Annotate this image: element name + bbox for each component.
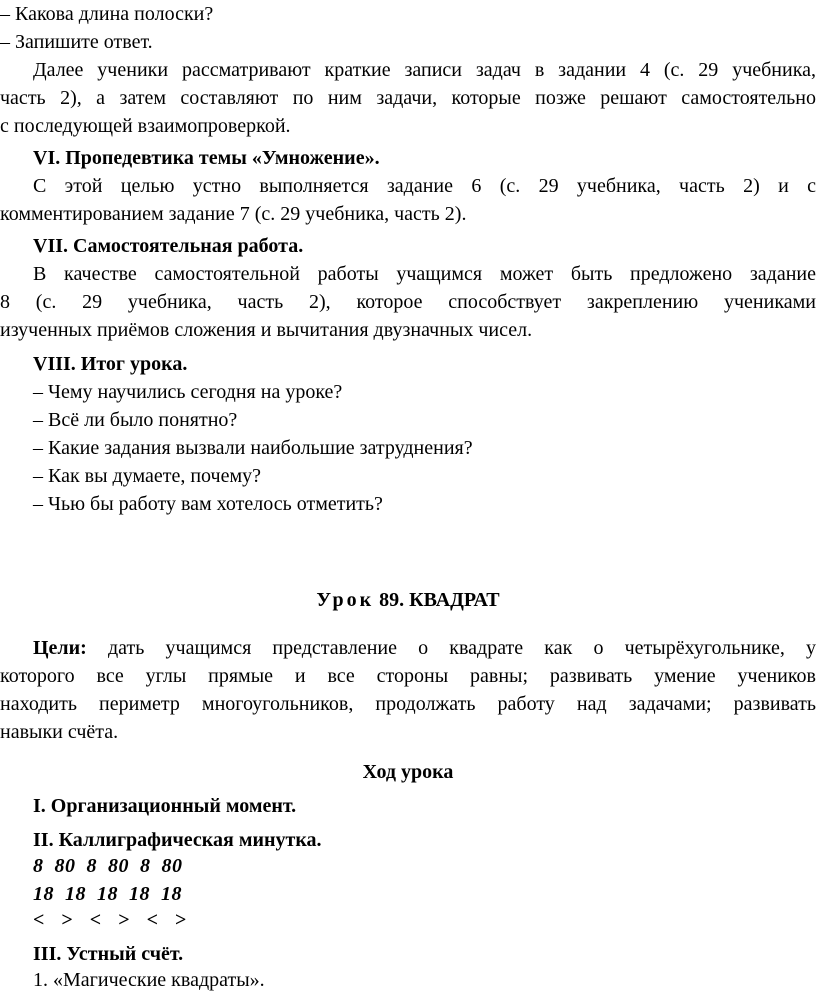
lesson-word: Урок	[316, 589, 375, 611]
lesson-number-title: 89. КВАДРАТ	[379, 589, 500, 611]
section-heading-i: I. Организационный момент.	[33, 795, 297, 817]
paragraph-line: часть 2), а затем составляют по ним задачи, которые позже решают самостоятельно	[0, 87, 816, 109]
paragraph-line: навыки счёта.	[0, 721, 119, 743]
question-item: – Как вы думаете, почему?	[33, 465, 262, 487]
instruction-write-answer: – Запишите ответ.	[0, 31, 153, 53]
goals-label: Цели:	[33, 637, 87, 659]
question-item: – Какие задания вызвали наибольшие затруднения?	[33, 437, 473, 459]
calligraphy-row: 18 18 18 18 18	[33, 883, 182, 905]
goals-text: дать учащимся представление о квадрате как о четырёхугольнике, у	[107, 637, 816, 659]
question-item: – Всё ли было понятно?	[33, 409, 238, 431]
lesson-flow-heading: Ход урока	[362, 761, 454, 783]
question-item: – Чью бы работу вам хотелось отметить?	[33, 493, 383, 515]
paragraph-line: комментированием задание 7 (с. 29 учебника, часть 2).	[0, 203, 467, 225]
paragraph-line: изученных приёмов сложения и вычитания двузначных чисел.	[0, 319, 533, 341]
paragraph-line: С этой целью устно выполняется задание 6 (с. 29 учебника, часть 2) и с	[33, 175, 816, 197]
paragraph-line: находить периметр многоугольников, продолжать работу над задачами; развивать	[0, 693, 816, 715]
paragraph-line: В качестве самостоятельной работы учащимся может быть предложено задание	[33, 263, 816, 285]
paragraph-line: 8 (с. 29 учебника, часть 2), которое способствует закреплению учениками	[0, 291, 816, 313]
section-heading-vii: VII. Самостоятельная работа.	[33, 235, 304, 257]
section-heading-viii: VIII. Итог урока.	[33, 353, 188, 375]
section-heading-iii: III. Устный счёт.	[33, 943, 184, 965]
section-heading-vi: VI. Пропедевтика темы «Умножение».	[33, 147, 380, 169]
question-strip-length: – Какова длина полоски?	[0, 3, 214, 25]
question-item: – Чему научились сегодня на уроке?	[33, 381, 343, 403]
calligraphy-symbols: < > < > < >	[33, 909, 193, 931]
lesson-title	[0, 586, 816, 614]
paragraph-line: Далее ученики рассматривают краткие записи задач в задании 4 (с. 29 учебника,	[33, 59, 816, 81]
paragraph-line: которого все углы прямые и все стороны равны; развивать умение учеников	[0, 665, 816, 687]
section-heading-ii: II. Каллиграфическая минутка.	[33, 829, 322, 851]
list-item: 1. «Магические квадраты».	[33, 969, 265, 991]
goals-line	[33, 634, 816, 662]
paragraph-line: с последующей взаимопроверкой.	[0, 115, 291, 137]
calligraphy-row: 8 80 8 80 8 80	[33, 855, 183, 877]
